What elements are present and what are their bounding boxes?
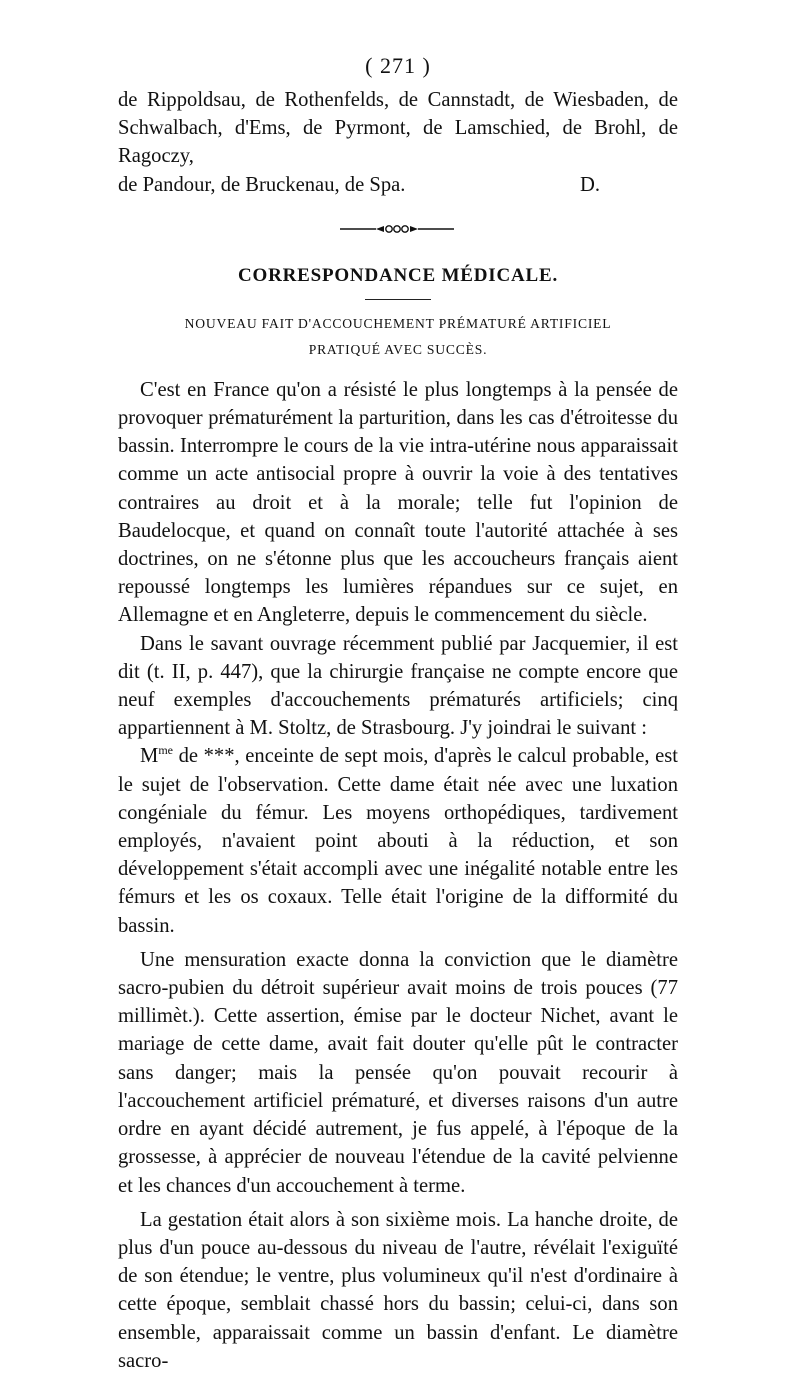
paragraph-1: C'est en France qu'on a résisté le plus longtemps à la pensée de provoquer prématurément la parturition, dans les cas d'étroitesse du bassin. Interrompre le cours de la vie intra-utérine nous apparaissait comme un acte antisocial propre à ouvrir la voie à des tentatives contraires au droit et à la morale; telle fut l'opinion de Baudelocque, et quand on connaît toute l'autorité attachée à ses doctrines, on ne s'étonne plus que les accoucheurs français aient repoussé longtemps les lumières répandues sur ce sujet, en Allemagne et en Angleterre, depuis le commencement du siècle. xyxy=(118,378,678,627)
page-number: ( 271 ) xyxy=(365,53,431,78)
article-title-line-1: NOUVEAU FAIT D'ACCOUCHEMENT PRÉMATURÉ ARTIFICIEL xyxy=(184,315,612,331)
intro-line-3 xyxy=(118,171,678,199)
paragraph-3-prefix: M xyxy=(140,745,159,768)
intro-line-3-text: de Pandour, de Bruckenau, de Spa. xyxy=(118,173,406,196)
section-heading: CORRESPONDANCE MÉDICALE. xyxy=(237,264,559,286)
ornament-divider-icon xyxy=(118,215,678,243)
book-page xyxy=(118,52,678,1375)
intro-line-2: Schwalbach, d'Ems, de Pyrmont, de Lamschied, de Brohl, de Ragoczy, xyxy=(118,117,678,168)
article-title-line-2: PRATIQUÉ AVEC SUCCÈS. xyxy=(308,341,488,357)
intro-line-1: de Rippoldsau, de Rothenfelds, de Cannstadt, de Wiesbaden, de xyxy=(118,89,678,111)
intro-paragraph xyxy=(118,86,678,199)
heading-rule xyxy=(365,299,431,300)
paragraph-3-superscript: me xyxy=(158,743,173,758)
paragraph-3 xyxy=(118,742,678,939)
paragraph-5: La gestation était alors à son sixième mois. La hanche droite, de plus d'un pouce au-dessous du niveau de l'autre, révélait l'exiguïté de son étendue; le ventre, plus volumineux qu'il n'est d'ordinaire à cette époque, semblait chassé hors du bassin; celui-ci, dans son ensemble, apparaissait comme un bassin d'enfant. Le diamètre sacro- xyxy=(118,1208,678,1372)
paragraph-4: Une mensuration exacte donna la conviction que le diamètre sacro-pubien du détroit supérieur avait moins de trois pouces (77 millimèt.). Cette assertion, émise par le docteur Nichet, avant le mariage de cette dame, avait fait douter qu'elle pût le contracter sans danger; mais la pensée qu'on pouvait recourir à l'accouchement artificiel prématuré, et diverses raisons d'un autre ordre en ayant décidé autrement, je fus appelé, à l'époque de la grossesse, à apprécier de nouveau l'étendue de la cavité pelvienne et les chances d'un accouchement à terme. xyxy=(118,948,678,1197)
article-body xyxy=(118,376,678,1375)
signature: D. xyxy=(579,173,600,196)
paragraph-2: Dans le savant ouvrage récemment publié par Jacquemier, il est dit (t. II, p. 447), que la chirurgie française ne compte encore que neuf exemples d'accouchements prématurés artificiels; cinq appartiennent à M. Stoltz, de Strasbourg. J'y joindrai le suivant : xyxy=(118,632,678,740)
paragraph-3-text: de ***, enceinte de sept mois, d'après le calcul probable, est le sujet de l'observation. Cette dame était née avec une luxation congéniale du fémur. Les moyens orthopédiques, tardivement employés, n'avaient point abouti à la réduction, et son développement s'était accompli avec une inégalité notable entre les fémurs et les os coxaux. Telle était l'origine de la difformité du bassin. xyxy=(118,745,678,937)
